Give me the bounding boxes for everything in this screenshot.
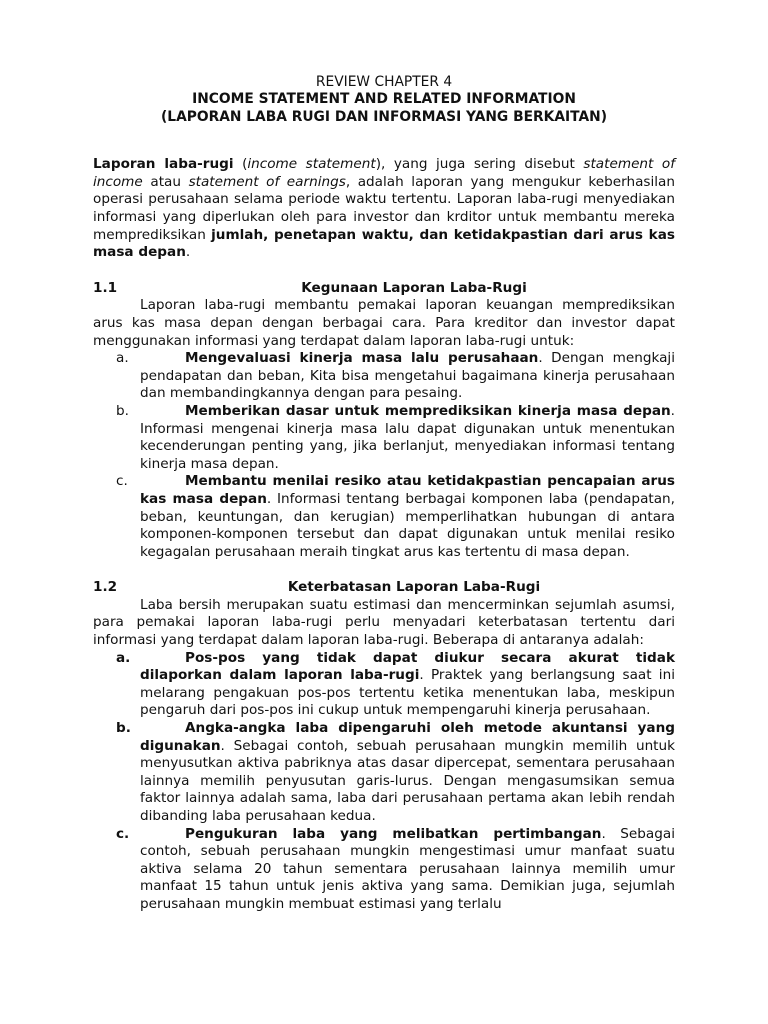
- section-intro: Laporan laba-rugi membantu pemakai laporan keuangan memprediksikan arus kas masa depan dengan berbagai cara. Para kreditor dan investor dapat menggunakan informasi yang terdapat dalam laporan laba-rugi untuk:: [93, 297, 675, 349]
- document-title: [93, 74, 675, 126]
- intro-italic-2: statement of income: [93, 156, 676, 190]
- section-number: 1.1: [93, 279, 118, 296]
- section-heading: [93, 579, 675, 597]
- list-item-text: [140, 403, 675, 473]
- list-item-body: . Sebagai contoh, sebuah perusahaan mungkin memilih untuk menyusutkan aktiva pabriknya atas dasar dipercepat, sementara perusahaan lainnya memilih penyusutan garis-lurus. Dengan mengasumsikan semua faktor lainnya adalah sama, laba dari perusahaan pertama akan lebih rendah dibanding laba perusahaan kedua.: [140, 737, 675, 824]
- list-item-body: . Dengan mengkaji pendapatan dan beban, Kita bisa mengetahui bagaimana kinerja perusahaan dan membandingkannya dengan para pesaing.: [140, 350, 675, 402]
- list-item-bold: Pos-pos yang tidak dapat diukur secara akurat tidak dilaporkan dalam laporan laba-rugi: [140, 649, 675, 684]
- list-item-bold: Pengukuran laba yang melibatkan pertimbangan: [185, 825, 602, 842]
- list-item: [93, 403, 675, 473]
- list-item-text: [140, 826, 675, 914]
- list-item-bold: Membantu menilai resiko atau ketidakpastian pencapaian arus kas masa depan: [140, 473, 675, 507]
- list-item-body: . Sebagai contoh, sebuah perusahaan mungkin mengestimasi umur manfaat suatu aktiva selama 20 tahun sementara perusahaan lainnya memilih umur manfaat 15 tahun untuk jenis aktiva yang sama. Demikian juga, sejumlah perusahaan mungkin membuat estimasi yang terlalu: [140, 825, 675, 912]
- list-marker: b.: [116, 402, 129, 419]
- list-item: [93, 473, 675, 561]
- intro-term: Laporan laba-rugi: [93, 156, 234, 173]
- list-marker: a.: [116, 649, 131, 666]
- section-heading: [93, 280, 675, 298]
- list-item: [93, 720, 675, 826]
- list-item: [93, 350, 675, 403]
- title-line-2: INCOME STATEMENT AND RELATED INFORMATION: [192, 91, 576, 108]
- intro-text-1: (: [233, 156, 248, 173]
- list-item-body: . Informasi mengenai kinerja masa lalu dapat digunakan untuk menentukan kecenderungan penting yang, jika berlanjut, menyediakan informasi tentang kinerja masa depan.: [140, 402, 675, 472]
- intro-text-4: , adalah laporan yang mengukur keberhasilan operasi perusahaan selama periode waktu tertentu. Laporan laba-rugi menyediakan informasi yang diperlukan oleh para investor dan krditor untuk membantu mereka memprediksikan: [93, 173, 675, 243]
- section-title: Kegunaan Laporan Laba-Rugi: [301, 279, 527, 296]
- intro-text-5: .: [185, 244, 191, 261]
- intro-text-3: atau: [142, 173, 189, 190]
- list-item-bold: Memberikan dasar untuk memprediksikan kinerja masa depan: [185, 402, 671, 419]
- section-title: Keterbatasan Laporan Laba-Rugi: [287, 579, 541, 596]
- list-item-bold: Angka-angka laba dipengaruhi oleh metode akuntansi yang digunakan: [140, 720, 675, 754]
- section-1-1: [93, 280, 675, 562]
- list-item: [93, 650, 675, 720]
- intro-paragraph: [93, 156, 675, 262]
- list-item-text: [140, 720, 675, 826]
- list-marker: b.: [116, 720, 131, 737]
- list-marker: c.: [116, 825, 130, 842]
- section-number: 1.2: [93, 579, 118, 596]
- title-line-3: (LAPORAN LABA RUGI DAN INFORMASI YANG BERKAITAN): [161, 108, 607, 125]
- intro-text-2: ), yang juga sering disebut: [375, 156, 584, 173]
- section-1-2: [93, 579, 675, 913]
- list-item-text: [140, 650, 675, 720]
- intro-italic-3: statement of earnings: [188, 173, 346, 190]
- list-item-text: [140, 350, 675, 403]
- section-list: [93, 350, 675, 561]
- intro-italic-1: income statement: [247, 156, 376, 173]
- intro-bold: jumlah, penetapan waktu, dan ketidakpastian dari arus kas masa depan: [93, 226, 675, 261]
- list-item-bold: Mengevaluasi kinerja masa lalu perusahaan: [185, 350, 539, 367]
- list-item-body: . Informasi tentang berbagai komponen laba (pendapatan, beban, keuntungan, dan kerugian) memperlihatkan hubungan di antara komponen-komponen tersebut dan dapat digunakan untuk menilai resiko kegagalan perusahaan meraih tingkat arus kas tertentu di masa depan.: [140, 490, 675, 560]
- title-line-1: REVIEW CHAPTER 4: [315, 74, 453, 90]
- section-intro: Laba bersih merupakan suatu estimasi dan mencerminkan sejumlah asumsi, para pemakai laporan laba-rugi perlu menyadari keterbatasan tertentu dari informasi yang terdapat dalam laporan laba-rugi. Beberapa di antaranya adalah:: [93, 596, 675, 649]
- list-marker: a.: [116, 350, 129, 367]
- list-item-body: . Praktek yang berlangsung saat ini melarang pengakuan pos-pos tertentu ketika menentukan laba, meskipun pengaruh dari pos-pos ini cukup untuk mempengaruhi kinerja perusahaan.: [140, 667, 675, 719]
- list-item-text: [140, 473, 675, 561]
- list-marker: c.: [116, 473, 128, 490]
- list-item: [93, 826, 675, 914]
- section-list: [93, 650, 675, 914]
